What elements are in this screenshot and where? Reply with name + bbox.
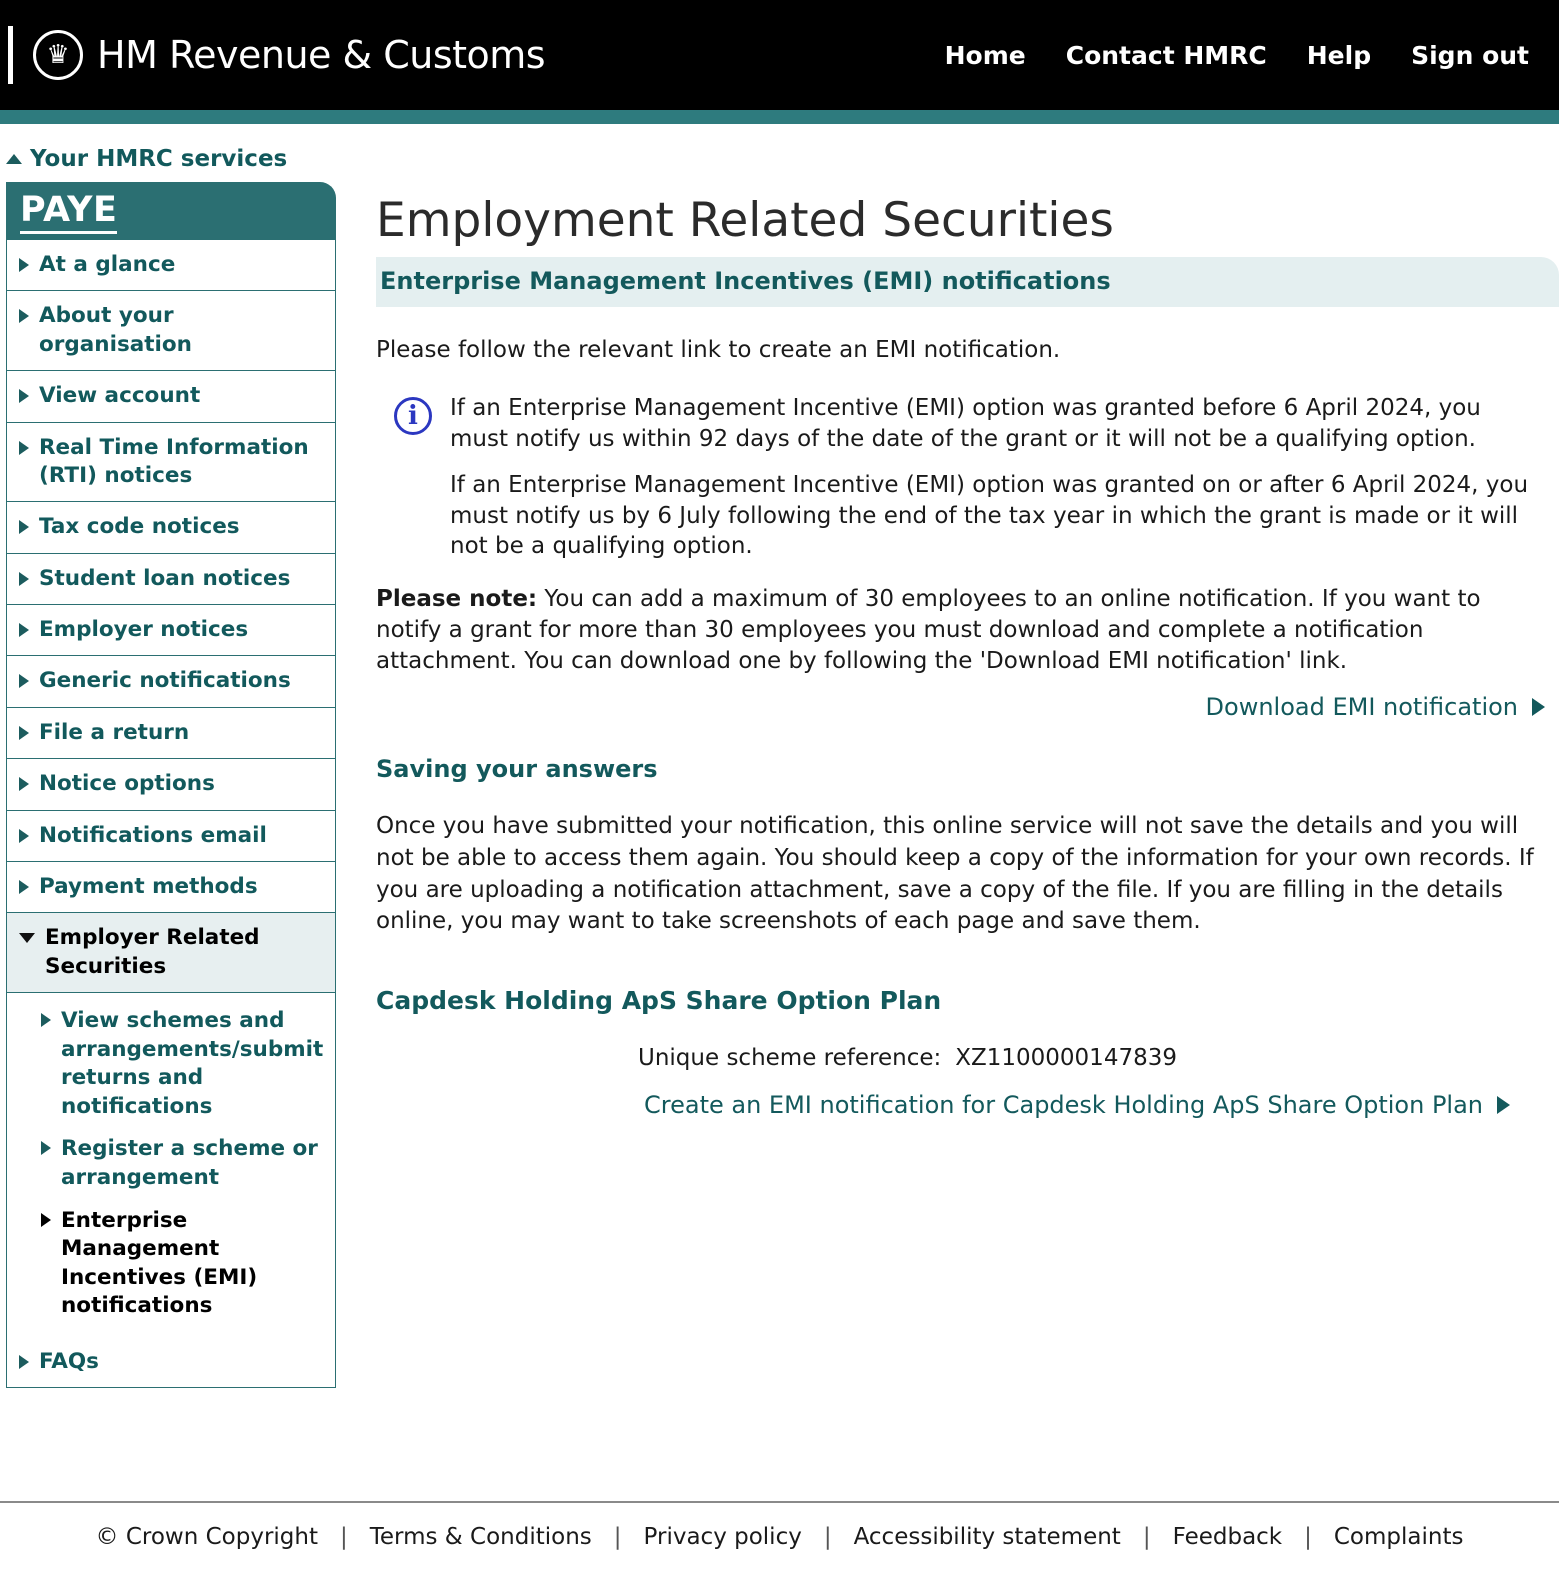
sidebar-item-label: View account bbox=[39, 383, 201, 409]
saving-your-answers-text: Once you have submitted your notification, this online service will not save the details and you will not be able to access them again. You should keep a copy of the information for your own records. If you are uploading a notification attachment, save a copy of the file. If you are filling in the details online, you may want to take screenshots of each page and save them. bbox=[376, 813, 1534, 935]
section-heading-band bbox=[376, 257, 1559, 307]
brand-title: HM Revenue & Customs bbox=[97, 33, 546, 77]
sidebar-item-label: FAQs bbox=[39, 1348, 99, 1374]
footer-separator: | bbox=[1304, 1524, 1312, 1550]
sidebar bbox=[6, 182, 336, 1388]
sidebar-item-faqs[interactable] bbox=[6, 1337, 336, 1388]
page-layout bbox=[0, 182, 1559, 1388]
sidebar-subitem-label: Enterprise Management Incentives (EMI) notifications bbox=[61, 1207, 258, 1319]
arrow-right-icon bbox=[1532, 698, 1545, 716]
please-note-text: You can add a maximum of 30 employees to an online notification. If you want to notify a grant for more than 30 employees you must download and complete a notification attachment. You can download one by following the 'Download EMI notification' link. bbox=[376, 585, 1481, 675]
download-emi-notification-link[interactable]: Download EMI notification bbox=[1205, 693, 1518, 722]
scheme-reference-label: Unique scheme reference: bbox=[638, 1045, 942, 1072]
sidebar-item-notifications-email[interactable] bbox=[6, 811, 336, 862]
footer-separator: | bbox=[613, 1524, 622, 1550]
sidebar-item-employer-notices[interactable] bbox=[6, 605, 336, 656]
sidebar-item-about-your-organisation[interactable] bbox=[6, 291, 336, 371]
your-hmrc-services-link[interactable]: Your HMRC services bbox=[30, 146, 288, 172]
primary-navigation bbox=[945, 41, 1529, 70]
crown-icon: ♛ bbox=[33, 30, 83, 80]
chevron-right-icon bbox=[41, 1141, 51, 1155]
sidebar-item-file-a-return[interactable] bbox=[6, 708, 336, 759]
chevron-right-icon bbox=[19, 1355, 29, 1369]
scheme-reference-value: XZ1100000147839 bbox=[955, 1045, 1177, 1072]
caret-up-icon bbox=[6, 154, 22, 164]
sidebar-subitem-label: View schemes and arrangements/submit returns and notifications bbox=[61, 1008, 324, 1119]
footer-link-feedback[interactable]: Feedback bbox=[1172, 1524, 1283, 1550]
sidebar-subnav bbox=[6, 993, 336, 1337]
main-content bbox=[336, 182, 1559, 1119]
chevron-right-icon bbox=[19, 829, 29, 843]
chevron-down-icon bbox=[19, 933, 35, 943]
info-callout-text bbox=[450, 393, 1545, 562]
sidebar-item-view-account[interactable] bbox=[6, 371, 336, 422]
scheme-name-heading: Capdesk Holding ApS Share Option Plan bbox=[376, 986, 942, 1016]
section-heading: Enterprise Management Incentives (EMI) notifications bbox=[380, 267, 1111, 296]
chevron-right-icon bbox=[19, 441, 29, 455]
footer-separator: | bbox=[823, 1524, 832, 1550]
info-paragraph-before-2024: If an Enterprise Management Incentive (EMI) option was granted before 6 April 2024, you must notify us within 92 days of the date of the grant or it will not be a qualifying option. bbox=[450, 395, 1481, 452]
intro-text: Please follow the relevant link to create an EMI notification. bbox=[376, 337, 1061, 364]
nav-help[interactable]: Help bbox=[1306, 40, 1372, 70]
logo-divider-bar bbox=[8, 26, 13, 84]
sidebar-item-label: At a glance bbox=[39, 252, 176, 277]
sidebar-item-student-loan-notices[interactable] bbox=[6, 554, 336, 605]
sidebar-item-label: Real Time Information (RTI) notices bbox=[39, 434, 309, 488]
footer-link-accessibility-statement[interactable]: Accessibility statement bbox=[853, 1524, 1121, 1550]
sidebar-subitem-emi-notifications[interactable] bbox=[41, 1199, 325, 1327]
sidebar-item-generic-notifications[interactable] bbox=[6, 656, 336, 707]
sidebar-subitem-register-scheme[interactable] bbox=[41, 1127, 325, 1198]
site-footer bbox=[0, 1501, 1559, 1571]
footer-link-complaints[interactable]: Complaints bbox=[1333, 1524, 1464, 1550]
chevron-right-icon bbox=[19, 777, 29, 791]
sidebar-item-label: Payment methods bbox=[39, 873, 258, 899]
create-emi-notification-row[interactable] bbox=[644, 1091, 1545, 1119]
chevron-right-icon bbox=[41, 1213, 51, 1227]
site-header bbox=[0, 0, 1559, 110]
footer-copyright: © Crown Copyright bbox=[95, 1524, 318, 1550]
chevron-right-icon bbox=[19, 520, 29, 534]
please-note-label: Please note: bbox=[376, 585, 538, 612]
sidebar-item-label: Notice options bbox=[39, 771, 215, 797]
create-emi-notification-link[interactable]: Create an EMI notification for Capdesk Holding ApS Share Option Plan bbox=[644, 1091, 1484, 1120]
sidebar-item-label: Notifications email bbox=[39, 822, 267, 848]
scheme-reference-row bbox=[638, 1045, 1545, 1071]
nav-sign-out[interactable]: Sign out bbox=[1411, 40, 1529, 70]
sidebar-item-label: Employer notices bbox=[39, 617, 249, 642]
your-hmrc-services-row[interactable] bbox=[0, 124, 1559, 182]
footer-link-terms-conditions[interactable]: Terms & Conditions bbox=[369, 1524, 592, 1550]
info-callout bbox=[394, 393, 1545, 562]
sidebar-subitem-label: Register a scheme or arrangement bbox=[61, 1136, 318, 1190]
chevron-right-icon bbox=[19, 309, 29, 323]
chevron-right-icon bbox=[19, 623, 29, 637]
sidebar-item-label: Generic notifications bbox=[39, 668, 291, 694]
chevron-right-icon bbox=[19, 880, 29, 894]
hmrc-logo bbox=[0, 26, 545, 84]
chevron-right-icon bbox=[19, 572, 29, 586]
download-emi-notification-row[interactable] bbox=[376, 693, 1545, 721]
sidebar-item-rti-notices[interactable] bbox=[6, 423, 336, 503]
chevron-right-icon bbox=[41, 1013, 51, 1027]
footer-separator: | bbox=[1142, 1524, 1151, 1550]
sidebar-item-label: File a return bbox=[39, 719, 190, 745]
sidebar-item-payment-methods[interactable] bbox=[6, 862, 336, 913]
footer-separator: | bbox=[340, 1524, 348, 1550]
please-note-paragraph bbox=[376, 584, 1545, 677]
sidebar-title bbox=[6, 182, 336, 240]
sidebar-item-notice-options[interactable] bbox=[6, 759, 336, 810]
saving-your-answers-heading: Saving your answers bbox=[376, 755, 658, 784]
chevron-right-icon bbox=[19, 258, 29, 272]
sidebar-item-tax-code-notices[interactable] bbox=[6, 502, 336, 553]
arrow-right-icon bbox=[1497, 1096, 1510, 1114]
header-accent-strip bbox=[0, 110, 1559, 124]
sidebar-item-label: Employer Related Securities bbox=[45, 925, 260, 979]
sidebar-item-at-a-glance[interactable] bbox=[6, 240, 336, 291]
info-paragraph-after-2024: If an Enterprise Management Incentive (EMI) option was granted on or after 6 April 2024, you must notify us by 6 July following the end of the tax year in which the grant is made or it will not be a qualifying option. bbox=[450, 472, 1529, 560]
sidebar-item-employer-related-securities[interactable] bbox=[6, 913, 336, 993]
chevron-right-icon bbox=[19, 389, 29, 403]
sidebar-item-label: About your organisation bbox=[39, 303, 192, 357]
sidebar-item-label: Student loan notices bbox=[39, 565, 291, 591]
chevron-right-icon bbox=[19, 726, 29, 740]
nav-contact-hmrc[interactable]: Contact HMRC bbox=[1065, 40, 1267, 70]
information-icon: i bbox=[394, 397, 432, 435]
sidebar-title-text: PAYE bbox=[20, 190, 117, 234]
footer-link-privacy-policy[interactable]: Privacy policy bbox=[643, 1524, 802, 1550]
sidebar-subitem-view-schemes[interactable] bbox=[41, 999, 325, 1127]
chevron-right-icon bbox=[19, 674, 29, 688]
nav-home[interactable]: Home bbox=[944, 40, 1026, 70]
sidebar-item-label: Tax code notices bbox=[39, 514, 240, 540]
page-title: Employment Related Securities bbox=[376, 193, 1114, 248]
